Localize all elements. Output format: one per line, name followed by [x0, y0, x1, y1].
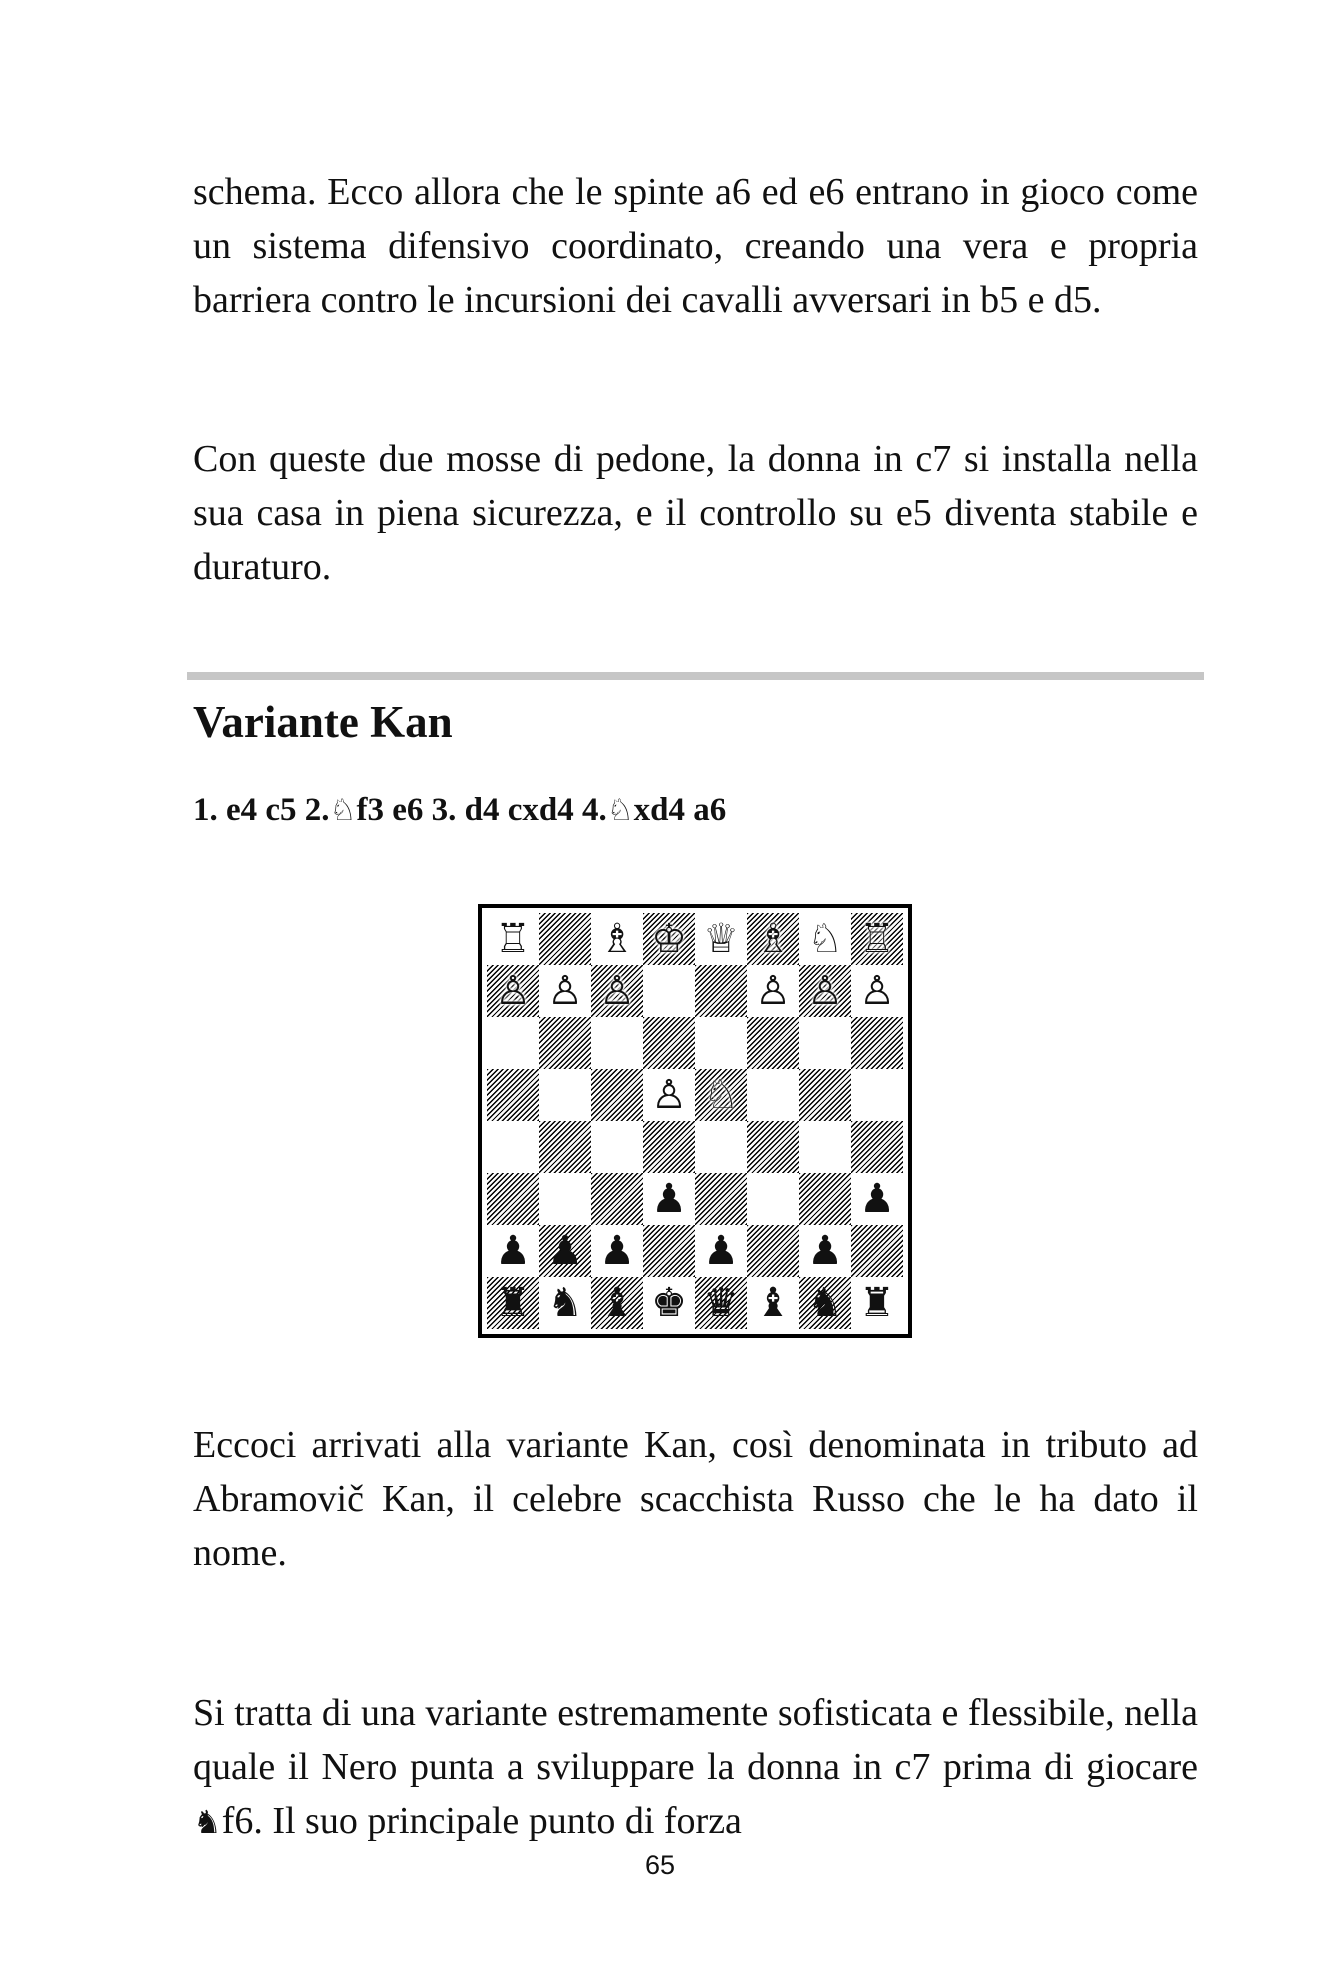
chess-piece-icon: ♙: [651, 1072, 687, 1118]
board-square: [487, 1173, 539, 1225]
board-square: [643, 1017, 695, 1069]
board-square: [799, 1069, 851, 1121]
chess-piece-icon: ♝: [755, 1280, 791, 1326]
board-square: [591, 913, 643, 965]
board-square: [851, 1017, 903, 1069]
board-square: [799, 1225, 851, 1277]
move-text-2: f3 e6 3. d4 cxd4 4.: [356, 792, 607, 828]
chess-piece-icon: ♚: [651, 1280, 687, 1326]
board-square: [643, 1173, 695, 1225]
white-knight-icon: ♘: [329, 793, 357, 828]
move-text-3: xd4 a6: [633, 792, 727, 828]
chess-piece-icon: ♟: [651, 1176, 687, 1222]
board-square: [487, 965, 539, 1017]
board-square: [851, 1277, 903, 1329]
board-square: [747, 1173, 799, 1225]
board-square: [747, 913, 799, 965]
chess-piece-icon: ♟: [859, 1176, 895, 1222]
paragraph-text-before: Si tratta di una variante estremamente sofisticata e flessibile, nella quale il Nero punta a sviluppare la donna in c7 prima di giocare: [193, 1692, 1198, 1788]
board-square: [747, 1121, 799, 1173]
chess-piece-icon: ♜: [859, 1280, 895, 1326]
section-heading: Variante Kan: [193, 697, 453, 747]
board-square: [747, 1017, 799, 1069]
board-square: [695, 1121, 747, 1173]
board-square: [643, 1121, 695, 1173]
chess-piece-icon: ♟: [547, 1228, 583, 1274]
paragraph-text-after: f6. Il suo principale punto di forza: [221, 1800, 742, 1842]
section-divider: [187, 672, 1204, 680]
board-square: [591, 1069, 643, 1121]
board-square: [643, 1277, 695, 1329]
board-square: [799, 1121, 851, 1173]
chess-piece-icon: ♟: [807, 1228, 843, 1274]
board-square: [539, 965, 591, 1017]
board-square: [799, 1173, 851, 1225]
board-square: [591, 1121, 643, 1173]
board-square: [591, 1173, 643, 1225]
board-square: [851, 1173, 903, 1225]
board-square: [695, 913, 747, 965]
page-number: 65: [644, 1850, 676, 1880]
board-square: [799, 1277, 851, 1329]
board-square: [539, 1173, 591, 1225]
board-square: [851, 965, 903, 1017]
chess-piece-icon: ♗: [755, 916, 791, 962]
chess-piece-icon: ♟: [599, 1228, 635, 1274]
board-square: [747, 1069, 799, 1121]
board-square: [591, 965, 643, 1017]
chess-piece-icon: ♖: [495, 916, 531, 962]
chess-piece-icon: ♘: [703, 1072, 739, 1118]
board-square: [695, 1017, 747, 1069]
board-square: [799, 913, 851, 965]
move-sequence: [193, 785, 726, 836]
paragraph-intro: schema. Ecco allora che le spinte a6 ed e6 entrano in gioco come un sistema difensivo coordinato, creando una vera e propria barriera contro le incursioni dei cavalli avversari in b5 e d5.: [193, 171, 1198, 321]
board-square: [539, 913, 591, 965]
chess-piece-icon: ♙: [859, 968, 895, 1014]
chess-piece-icon: ♙: [547, 968, 583, 1014]
chess-piece-icon: ♘: [807, 916, 843, 962]
board-square: [487, 1017, 539, 1069]
chess-piece-icon: ♟: [703, 1228, 739, 1274]
board-square: [799, 965, 851, 1017]
board-square: [591, 1017, 643, 1069]
board-square: [695, 1277, 747, 1329]
chess-piece-icon: ♙: [599, 968, 635, 1014]
board-square: [591, 1277, 643, 1329]
board-square: [695, 965, 747, 1017]
board-square: [695, 1173, 747, 1225]
board-square: [539, 1069, 591, 1121]
black-knight-icon: ♞: [193, 1803, 222, 1841]
board-square: [695, 1069, 747, 1121]
chess-piece-icon: ♕: [703, 916, 739, 962]
board-square: [487, 1069, 539, 1121]
chess-diagram: [478, 904, 912, 1338]
board-square: [539, 1017, 591, 1069]
move-text-1: 1. e4 c5 2.: [193, 792, 330, 828]
chess-piece-icon: ♔: [651, 916, 687, 962]
board-square: [851, 1121, 903, 1173]
chess-piece-icon: ♞: [547, 1280, 583, 1326]
board-square: [487, 913, 539, 965]
board-square: [851, 1225, 903, 1277]
board-square: [747, 1277, 799, 1329]
board-square: [851, 1069, 903, 1121]
chess-piece-icon: ♝: [599, 1280, 635, 1326]
board-square: [643, 1225, 695, 1277]
chess-piece-icon: ♞: [807, 1280, 843, 1326]
chess-piece-icon: ♜: [495, 1280, 531, 1326]
chess-piece-icon: ♗: [599, 916, 635, 962]
board-square: [747, 1225, 799, 1277]
board-square: [747, 965, 799, 1017]
chess-piece-icon: ♙: [755, 968, 791, 1014]
board-square: [695, 1225, 747, 1277]
chess-piece-icon: ♛: [703, 1280, 739, 1326]
board-square: [539, 1225, 591, 1277]
board-square: [487, 1121, 539, 1173]
paragraph-kan-description: [193, 1686, 1198, 1849]
chess-piece-icon: ♙: [807, 968, 843, 1014]
board-square: [487, 1277, 539, 1329]
board-square: [539, 1277, 591, 1329]
paragraph-pawn-moves: Con queste due mosse di pedone, la donna in c7 si installa nella sua casa in piena sicurezza, e il controllo su e5 diventa stabile e duraturo.: [193, 438, 1198, 588]
chess-piece-icon: ♙: [495, 968, 531, 1014]
board-square: [643, 913, 695, 965]
board-square: [799, 1017, 851, 1069]
paragraph-kan-origin: Eccoci arrivati alla variante Kan, così denominata in tributo ad Abramovič Kan, il celebre scacchista Russo che le ha dato il nome.: [193, 1424, 1198, 1574]
chess-board: [487, 913, 903, 1329]
board-square: [591, 1225, 643, 1277]
chess-piece-icon: ♖: [859, 916, 895, 962]
board-square: [643, 1069, 695, 1121]
white-knight-icon: ♘: [606, 793, 634, 828]
board-square: [487, 1225, 539, 1277]
board-square: [851, 913, 903, 965]
chess-piece-icon: ♟: [495, 1228, 531, 1274]
board-square: [643, 965, 695, 1017]
board-square: [539, 1121, 591, 1173]
